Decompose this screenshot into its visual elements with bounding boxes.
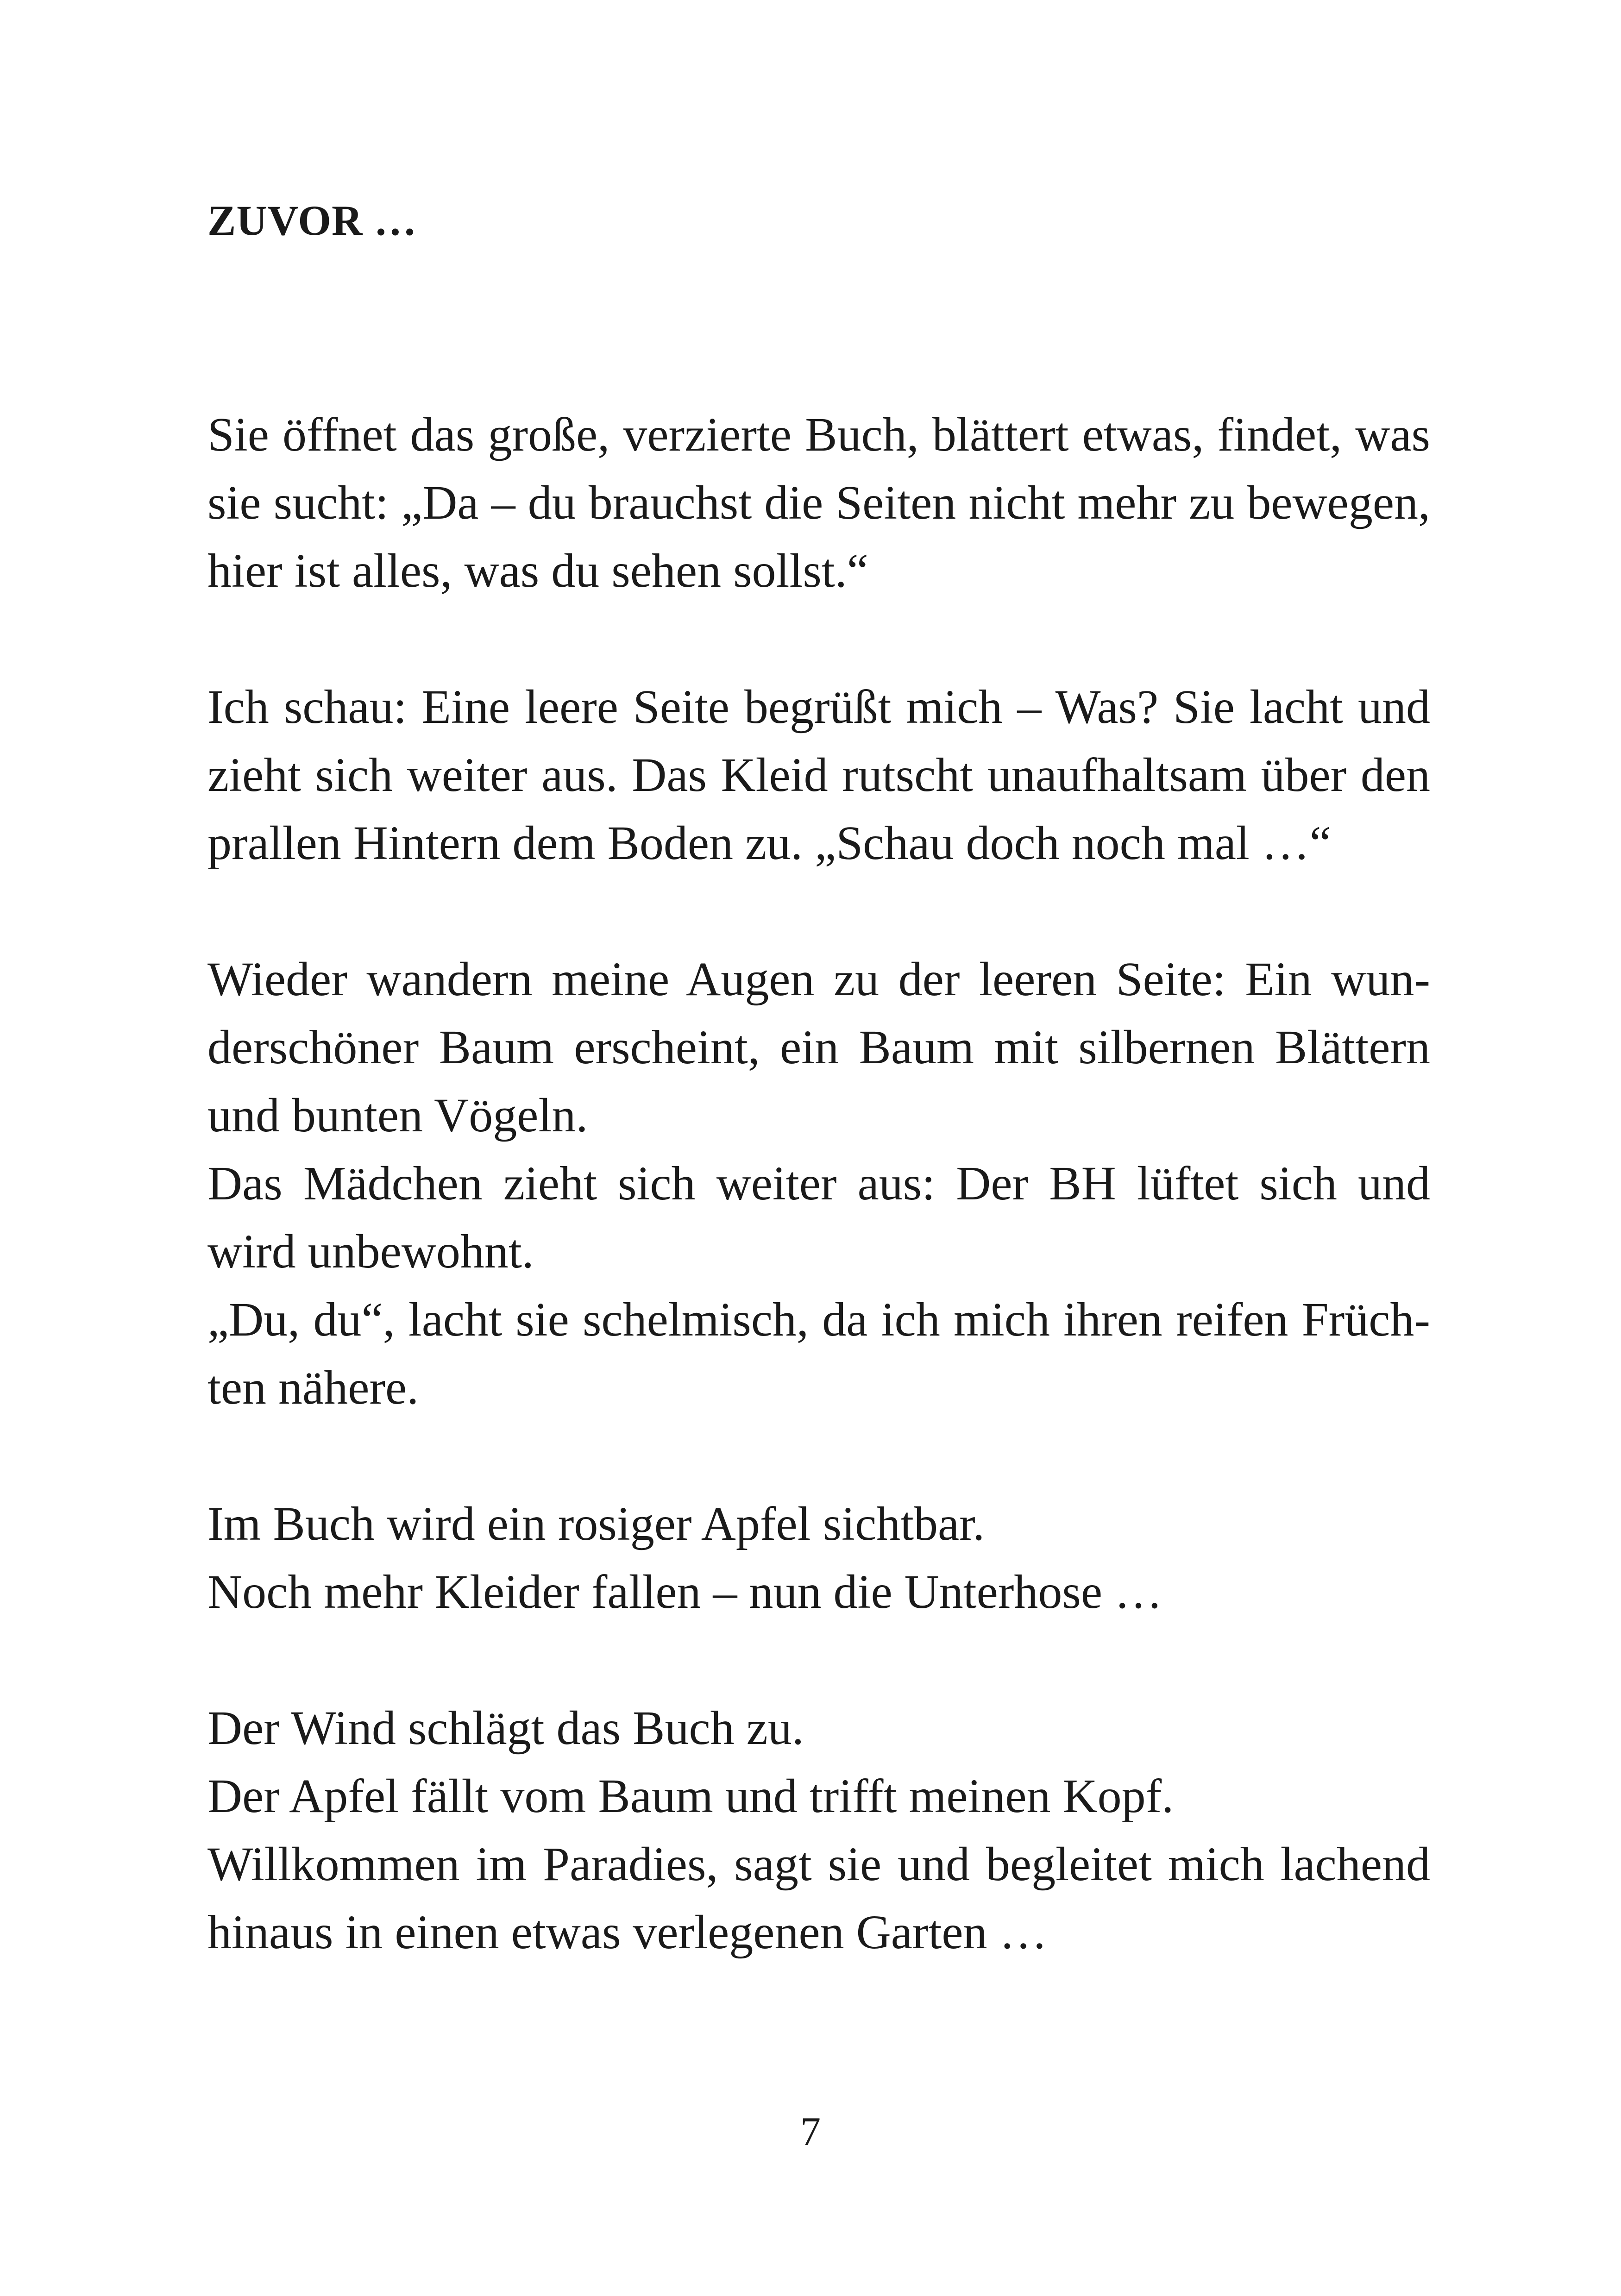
paragraph-2: [207, 673, 1430, 877]
text-line: hier ist alles, was du sehen sollst.“: [207, 544, 868, 597]
text-line: Sie öffnet das große, verzierte Buch, blättert etwas, findet, was: [207, 408, 1430, 461]
text-line: derschöner Baum erscheint, ein Baum mit silbernen Blättern: [207, 1021, 1430, 1074]
text-line: hinaus in einen etwas verlegenen Garten …: [207, 1906, 1048, 1959]
text-line: wird unbewohnt.: [207, 1225, 534, 1278]
text-line: Der Wind schlägt das Buch zu.: [207, 1701, 804, 1755]
text-line: prallen Hintern dem Boden zu. „Schau doch noch mal …“: [207, 816, 1331, 870]
text-line: zieht sich weiter aus. Das Kleid rutscht unaufhaltsam über den: [207, 748, 1430, 802]
text-line: ten nähere.: [207, 1361, 419, 1414]
text-line: „Du, du“, lacht sie schelmisch, da ich mich ihren reifen Früch-: [207, 1293, 1430, 1346]
chapter-title: ZUVOR …: [207, 197, 417, 244]
paragraph-5: [207, 1694, 1430, 1966]
text-line: und bunten Vögeln.: [207, 1089, 588, 1142]
body-text: [207, 401, 1430, 2034]
paragraph-4: [207, 1490, 1430, 1626]
paragraph-3: [207, 945, 1430, 1422]
text-line: Im Buch wird ein rosiger Apfel sichtbar.: [207, 1497, 985, 1550]
text-line: Willkommen im Paradies, sagt sie und begleitet mich lachend: [207, 1838, 1430, 1891]
text-line: sie sucht: „Da – du brauchst die Seiten nicht mehr zu bewegen,: [207, 476, 1430, 529]
text-line: Ich schau: Eine leere Seite begrüßt mich – Was? Sie lacht und: [207, 680, 1430, 734]
text-line: Wieder wandern meine Augen zu der leeren Seite: Ein wun-: [207, 953, 1430, 1006]
text-line: Noch mehr Kleider fallen – nun die Unterhose …: [207, 1565, 1163, 1618]
text-line: Der Apfel fällt vom Baum und trifft meinen Kopf.: [207, 1769, 1174, 1823]
page-number: 7: [800, 2109, 821, 2154]
text-line: Das Mädchen zieht sich weiter aus: Der BH lüftet sich und: [207, 1157, 1430, 1210]
paragraph-1: [207, 401, 1430, 605]
